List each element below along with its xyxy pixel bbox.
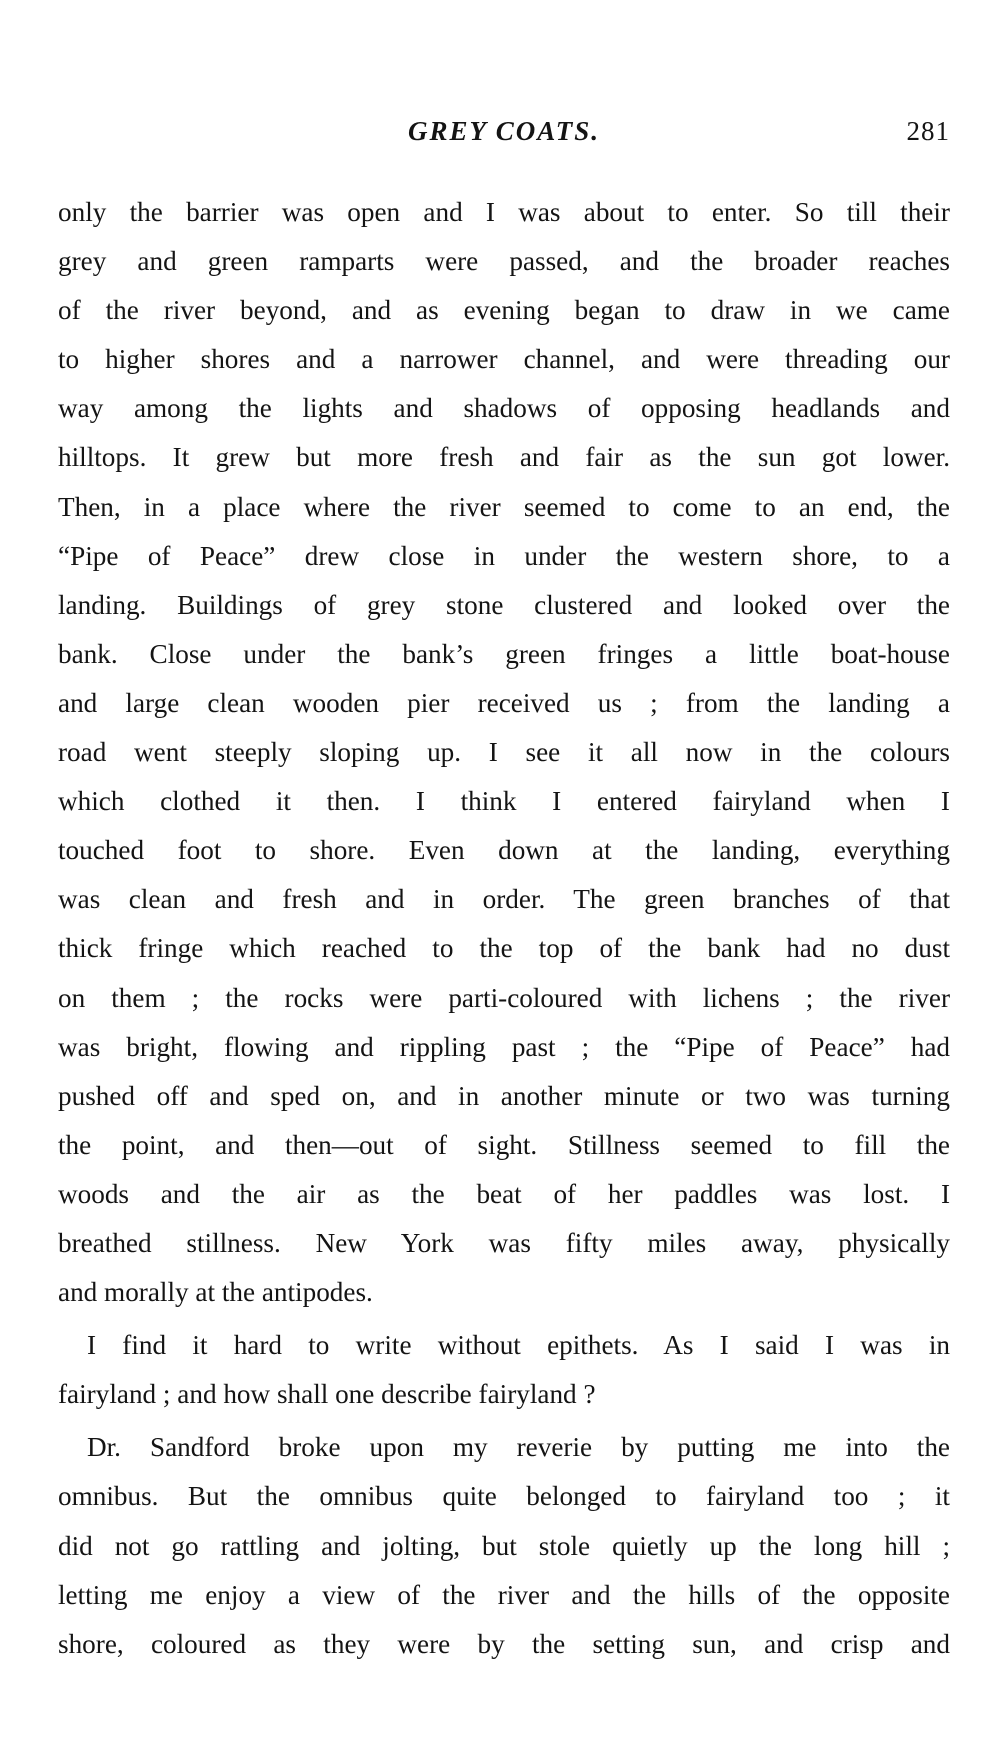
text-line: grey and green ramparts were passed, and the broader reaches	[58, 246, 950, 277]
text-line: breathed stillness. New York was fifty miles away, physically	[58, 1227, 950, 1258]
text-line: landing. Buildings of grey stone clustered and looked over the	[58, 589, 950, 620]
text-line: fairyland ; and how shall one describe fairyland ?	[58, 1379, 596, 1410]
text-line: to higher shores and a narrower channel, and were threading our	[58, 344, 950, 375]
text-line: thick fringe which reached to the top of the bank had no dust	[58, 933, 950, 964]
text-line: way among the lights and shadows of opposing headlands and	[58, 393, 950, 424]
text-line: pushed off and sped on, and in another minute or two was turning	[58, 1080, 950, 1111]
text-line: letting me enjoy a view of the river and the hills of the opposite	[58, 1579, 950, 1610]
text-line: Dr. Sandford broke upon my reverie by putting me into the	[87, 1432, 950, 1463]
text-line: only the barrier was open and I was about to enter. So till their	[58, 197, 950, 227]
running-header	[58, 116, 950, 156]
text-line: did not go rattling and jolting, but stole quietly up the long hill ;	[58, 1530, 950, 1561]
body-text	[58, 188, 950, 1669]
text-line: and morally at the antipodes.	[58, 1277, 373, 1308]
paragraph-2	[58, 1321, 950, 1419]
text-line: omnibus. But the omnibus quite belonged to fairyland too ; it	[58, 1481, 950, 1512]
running-title: GREY COATS.	[407, 116, 601, 146]
text-line: which clothed it then. I think I entered fairyland when I	[58, 786, 950, 817]
page-number: 281	[906, 116, 950, 146]
text-line: was bright, flowing and rippling past ; the “Pipe of Peace” had	[58, 1031, 950, 1062]
text-line: road went steeply sloping up. I see it all now in the colours	[58, 737, 950, 768]
text-line: shore, coloured as they were by the setting sun, and crisp and	[58, 1628, 950, 1659]
paragraph-3	[58, 1423, 950, 1668]
text-line: I find it hard to write without epithets. As I said I was in	[87, 1330, 950, 1361]
text-line: was clean and fresh and in order. The green branches of that	[58, 884, 950, 915]
text-line: on them ; the rocks were parti-coloured with lichens ; the river	[58, 982, 950, 1013]
text-line: and large clean wooden pier received us ; from the landing a	[58, 687, 950, 718]
paragraph-1	[58, 188, 950, 1317]
text-line: “Pipe of Peace” drew close in under the western shore, to a	[58, 540, 950, 571]
text-line: bank. Close under the bank’s green fringes a little boat-house	[58, 638, 950, 669]
text-line: of the river beyond, and as evening began to draw in we came	[58, 295, 950, 326]
text-line: the point, and then—out of sight. Stillness seemed to fill the	[58, 1129, 950, 1160]
text-line: woods and the air as the beat of her paddles was lost. I	[58, 1178, 950, 1209]
text-line: hilltops. It grew but more fresh and fair as the sun got lower.	[58, 442, 950, 473]
text-line: Then, in a place where the river seemed to come to an end, the	[58, 491, 950, 522]
text-line: touched foot to shore. Even down at the landing, everything	[58, 835, 950, 866]
